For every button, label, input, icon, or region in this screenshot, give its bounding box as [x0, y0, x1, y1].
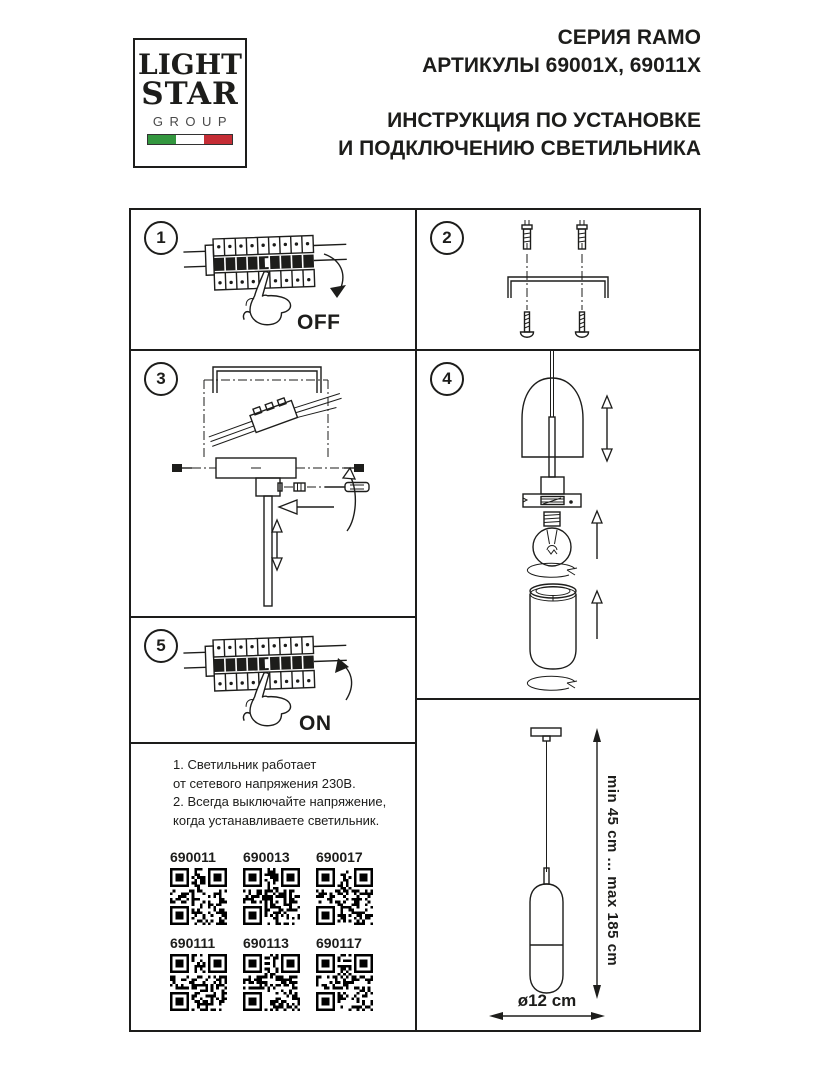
article-item	[243, 934, 300, 1011]
header	[280, 24, 701, 163]
step3-canopy-illustration	[131, 351, 415, 616]
side-screw-icon	[354, 464, 364, 472]
off-label: OFF	[297, 311, 341, 334]
safety-notes	[173, 756, 386, 830]
article-code: 690113	[243, 935, 289, 951]
step3-panel	[131, 351, 415, 616]
on-label: ON	[299, 712, 332, 735]
qr-code	[316, 868, 373, 925]
article-code: 690111	[170, 935, 216, 951]
note-line: от сетевого напряжения 230В.	[173, 775, 356, 791]
up-arrow-icon	[592, 591, 602, 639]
cylinder-shade-icon	[530, 584, 576, 669]
push-left-arrow-icon	[279, 500, 334, 514]
rod-icon	[549, 417, 555, 477]
screw-icon	[521, 312, 534, 337]
step1-panel	[131, 210, 415, 349]
stem-coupler-icon	[256, 478, 280, 496]
logo-group-text: GROUP	[152, 114, 234, 129]
height-range-label: min 45 cm ... max 185 cm	[604, 775, 621, 967]
article-code: 690011	[170, 849, 216, 865]
wall-anchor-icon	[522, 220, 532, 249]
note-line: когда устанавливаете светильник.	[173, 812, 380, 828]
terminal-block-icon	[205, 379, 344, 452]
side-screw-icon	[172, 464, 182, 472]
article-item	[316, 934, 373, 1011]
diameter-label: ø12 cm	[517, 991, 577, 1010]
instruction-grid	[129, 208, 701, 1032]
step4-assembly-illustration	[417, 351, 699, 698]
set-screw-icon	[294, 483, 305, 491]
step4-number-badge: 4	[430, 362, 464, 396]
step3-number-badge: 3	[144, 362, 178, 396]
pointing-hand-icon	[243, 269, 295, 327]
note-line: 2. Всегда выключайте напряжение,	[173, 794, 387, 809]
article-item	[243, 848, 300, 925]
articles-line: АРТИКУЛЫ 69001X, 69011X	[422, 54, 701, 77]
lightstar-logo	[133, 38, 247, 168]
step4-panel	[417, 351, 699, 698]
wall-anchor-icon	[577, 220, 587, 249]
dimensions-panel	[417, 700, 699, 1030]
italian-flag-icon	[147, 134, 233, 145]
diameter-dimension-arrow	[489, 1012, 605, 1020]
up-down-arrow-icon	[602, 396, 612, 461]
step5-panel	[131, 618, 415, 742]
instruction-title-line1: ИНСТРУКЦИЯ ПО УСТАНОВКЕ	[387, 109, 701, 132]
screw-icon	[576, 312, 589, 337]
socket-plate-icon	[523, 494, 581, 507]
height-dimension-arrow	[593, 728, 601, 999]
qr-code	[243, 954, 300, 1011]
logo-star-text: STAR	[141, 76, 239, 112]
up-down-arrow-icon	[272, 520, 282, 570]
pendant-lamp-icon	[530, 728, 563, 993]
article-code: 690017	[316, 849, 363, 865]
instruction-title-line2: И ПОДКЛЮЧЕНИЮ СВЕТИЛЬНИКА	[338, 137, 701, 160]
step2-number-badge: 2	[430, 221, 464, 255]
article-item	[316, 848, 373, 925]
up-arrow-icon	[592, 511, 602, 559]
socket-housing-icon	[541, 477, 564, 494]
qr-code	[170, 954, 227, 1011]
article-item	[170, 848, 227, 925]
step1-number-badge: 1	[144, 221, 178, 255]
article-code: 690013	[243, 849, 290, 865]
qr-code	[170, 868, 227, 925]
series-title: СЕРИЯ RAMO	[557, 26, 701, 49]
mounting-bracket-icon	[508, 277, 608, 298]
rotate-arrow-icon	[343, 468, 355, 531]
pointing-hand-icon	[243, 670, 295, 728]
light-bulb-icon	[533, 512, 571, 566]
pendant-dimensions-illustration	[417, 700, 699, 1030]
rotate-arrow-icon	[527, 676, 577, 690]
article-qr-grid	[170, 848, 373, 1011]
logo-light-text: LIGHT	[138, 48, 242, 81]
article-code: 690117	[316, 935, 362, 951]
step5-number-badge: 5	[144, 629, 178, 663]
rod-icon	[264, 496, 272, 606]
note-line: 1. Светильник работает	[173, 757, 317, 772]
step2-panel	[417, 210, 699, 349]
qr-code	[316, 954, 373, 1011]
notes-panel	[131, 744, 415, 1030]
screwdriver-icon	[325, 483, 369, 492]
article-item	[170, 934, 227, 1011]
qr-code	[243, 868, 300, 925]
